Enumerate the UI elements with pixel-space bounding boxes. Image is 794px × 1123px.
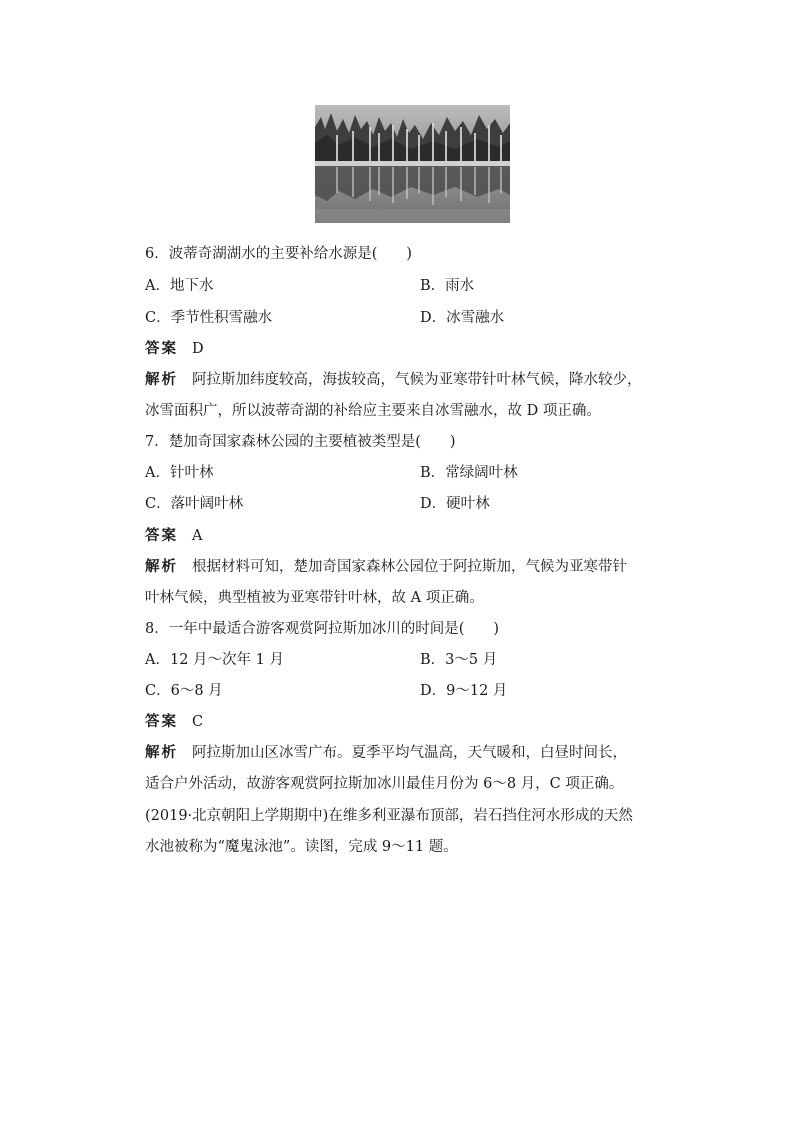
question-6-option-c: C．季节性积雪融水 (145, 310, 273, 326)
question-8-option-a: A．12 月～次年 1 月 (145, 652, 284, 668)
answer-label: 答案 (145, 341, 178, 357)
intro-line1: (2019·北京朝阳上学期期中)在维多利亚瀑布顶部，岩石挡住河水形成的天然 (145, 808, 633, 824)
question-6-option-d: D．冰雪融水 (420, 310, 505, 326)
explanation-label: 解析 (145, 559, 178, 575)
question-6-explanation-line2: 冰雪面积广，所以波蒂奇湖的补给应主要来自冰雪融水，故 D 项正确。 (145, 403, 601, 419)
question-7-option-b: B．常绿阔叶林 (420, 465, 518, 481)
intro-line2: 水池被称为“魔鬼泳池”。读图，完成 9～11 题。 (145, 839, 458, 855)
answer-value: C (192, 714, 204, 730)
question-7-explanation-line1 (145, 557, 627, 577)
question-7-option-d: D．硬叶林 (420, 496, 490, 512)
question-8-option-c: C．6～8 月 (145, 683, 223, 699)
lake-reflection-image (315, 105, 510, 223)
explanation-label: 解析 (145, 745, 178, 761)
answer-label: 答案 (145, 714, 178, 730)
question-8-answer (145, 712, 203, 732)
answer-value: D (192, 341, 204, 357)
explanation-text: 根据材料可知，楚加奇国家森林公园位于阿拉斯加，气候为亚寒带针 (192, 559, 627, 575)
question-6-stem: 6．波蒂奇湖湖水的主要补给水源是( ) (145, 246, 413, 262)
explanation-text: 阿拉斯加纬度较高，海拔较高，气候为亚寒带针叶林气候，降水较少， (192, 372, 642, 388)
question-8-explanation-line2: 适合户外活动，故游客观赏阿拉斯加冰川最佳月份为 6～8 月，C 项正确。 (145, 776, 624, 792)
question-6-answer (145, 339, 204, 359)
question-7-stem: 7．楚加奇国家森林公园的主要植被类型是( ) (145, 434, 456, 450)
question-6-option-b: B．雨水 (420, 278, 475, 294)
question-8-explanation-line1 (145, 743, 627, 763)
question-8-stem: 8．一年中最适合游客观赏阿拉斯加冰川的时间是( ) (145, 621, 500, 637)
question-7-explanation-line2: 叶林气候，典型植被为亚寒带针叶林，故 A 项正确。 (145, 590, 484, 606)
question-7-answer (145, 526, 202, 546)
question-8-option-b: B．3～5 月 (420, 652, 498, 668)
answer-label: 答案 (145, 528, 178, 544)
explanation-text: 阿拉斯加山区冰雪广布。夏季平均气温高，天气暖和，白昼时间长， (192, 745, 627, 761)
question-6-option-a: A．地下水 (145, 278, 214, 294)
question-7-option-c: C．落叶阔叶林 (145, 496, 244, 512)
question-8-option-d: D．9～12 月 (420, 683, 508, 699)
explanation-label: 解析 (145, 372, 178, 388)
answer-value: A (192, 528, 203, 544)
lake-forest-photo (315, 105, 510, 223)
question-6-explanation-line1 (145, 370, 642, 390)
question-7-option-a: A．针叶林 (145, 465, 214, 481)
